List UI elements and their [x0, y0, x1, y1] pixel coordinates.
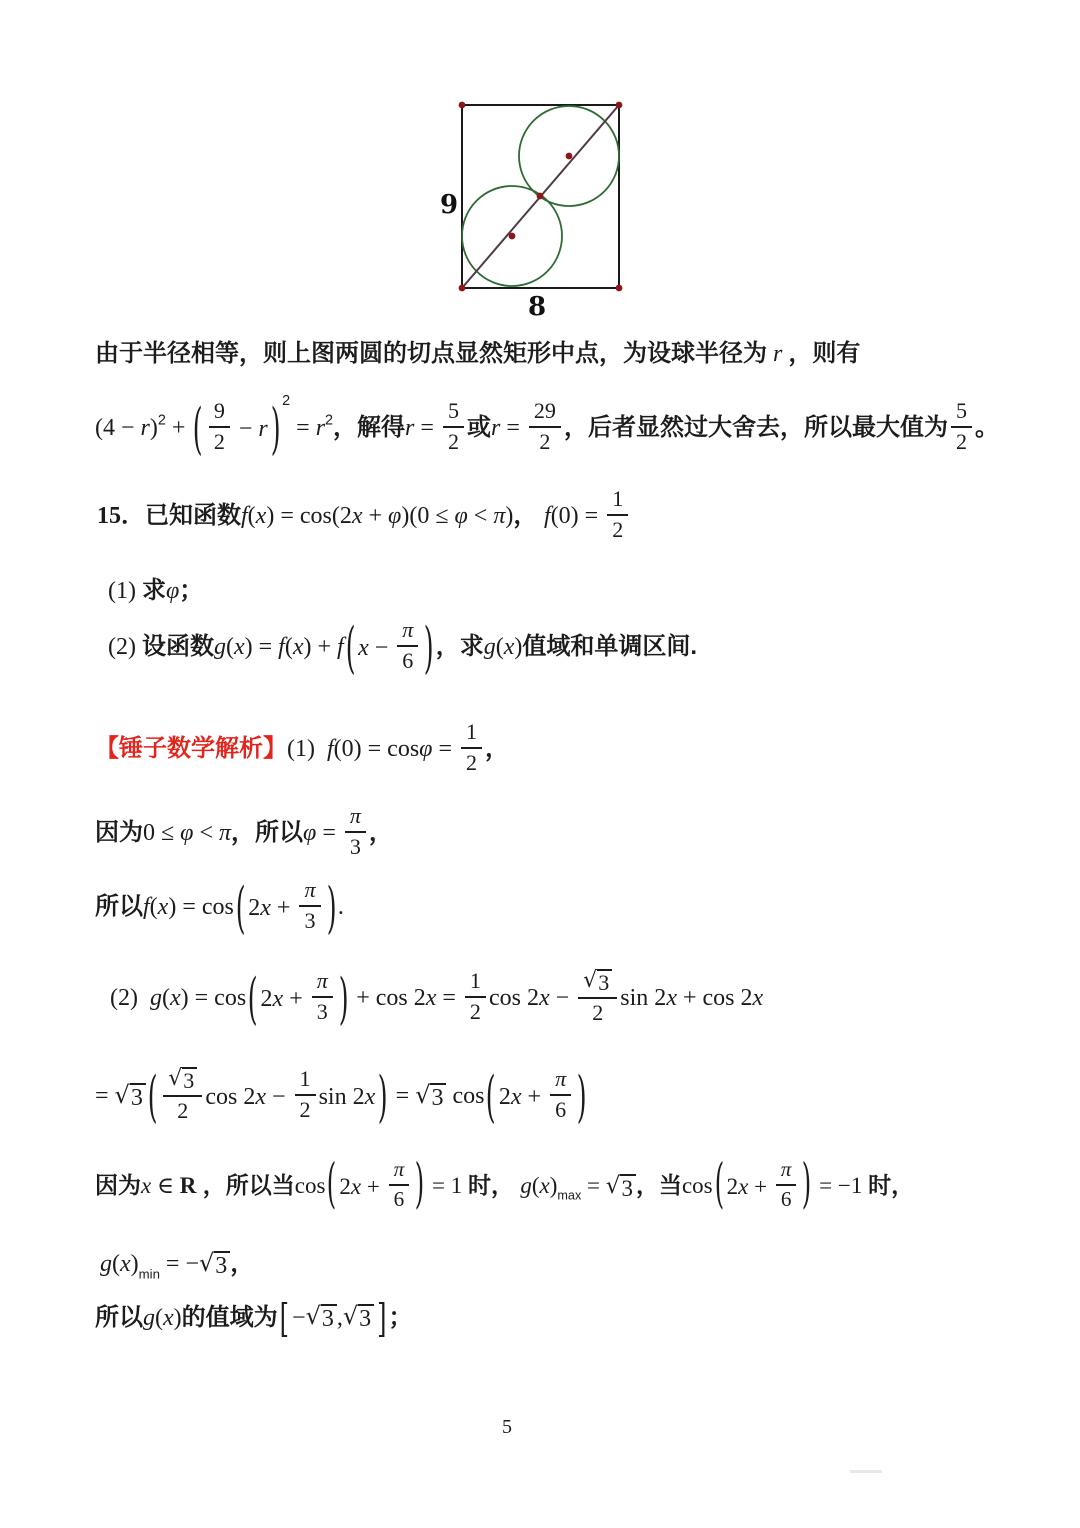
problem-15-part2: (2) 设函数g(x) = f(x) + f ( x − $\frac{\pi}{6}$ ) ，求g(x)值域和单调区间.	[108, 615, 698, 680]
problem-15-part1: (1) 求φ；	[108, 577, 204, 604]
corner-artifact	[850, 1470, 882, 1473]
vertex-dot	[616, 285, 623, 292]
solution-step-min: $g(x)_{min}$ = − √ 3 ，	[100, 1249, 255, 1282]
solution-step-fx: 所以f(x) = cos ( 2 x + $\frac{\pi}{3}$ ) .	[95, 875, 344, 940]
solution-step-extremes: 因为x ∈ R ，所以当cos ( 2 x + $\frac{\pi}{6}$ ) = 1 时， $g(x)_{max}$ = √ 3 ，当cos ( 2 x + $\frac{\pi}{6}$ ) = −1 时，	[95, 1155, 915, 1216]
solution-header-line: 【锤子数学解析】(1) f(0) = cosφ = $\frac{1}{2}$ ，	[95, 719, 510, 775]
problem-15-statement: 15．已知函数f(x) = cos(2x + φ)(0 ≤ φ < π)， f(0) = $\frac{1}{2}$	[97, 489, 631, 544]
paragraph-tangent-note: 由于半径相等，则上图两圆的切点显然矩形中点，为设球半径为 r ，则有	[95, 340, 861, 367]
vertex-dot	[459, 285, 466, 292]
tangent-point-dot	[537, 193, 544, 200]
solution-step-gx-expand: (2) g(x) = cos ( 2 x + $\frac{\pi}{3}$ ) + cos 2x = $\frac{1}{2}$ cos 2x − √ 3 2 sin 2x + cos 2x	[110, 966, 764, 1031]
solution-step-range: 所以g(x)的值域为 [ − √ 3 , √ 3 ] ；	[95, 1295, 413, 1342]
equation-radius: $(4 - r)^2$ + ( $\frac{9}{2}$ − r ) $^2 = r^2$，解得r = $\frac{5}{2}$ 或r = $\frac{29}{2}$ ，后者显然过大舍去，所以最大值为 $\frac{5}{2}$ 。	[95, 393, 999, 462]
circle-center-dot	[509, 233, 516, 240]
geometry-figure	[430, 92, 645, 324]
solution-step-gx-simplify: = √ 3 ( √ 3 2 cos 2 x − $\frac{1}{2}$ sin 2 x ) = √ 3 cos ( 2 x + $\frac{\pi}{6}$ )	[95, 1064, 587, 1129]
figure-label-width: 8	[527, 292, 547, 322]
vertex-dot	[616, 102, 623, 109]
circle-center-dot	[566, 153, 573, 160]
solution-step-phi-range: 因为0 ≤ φ < π，所以φ = $\frac{\pi}{3}$ ，	[95, 803, 393, 859]
figure-label-height: 9	[439, 190, 459, 220]
page-number: 5	[502, 1416, 512, 1438]
vertex-dot	[459, 102, 466, 109]
